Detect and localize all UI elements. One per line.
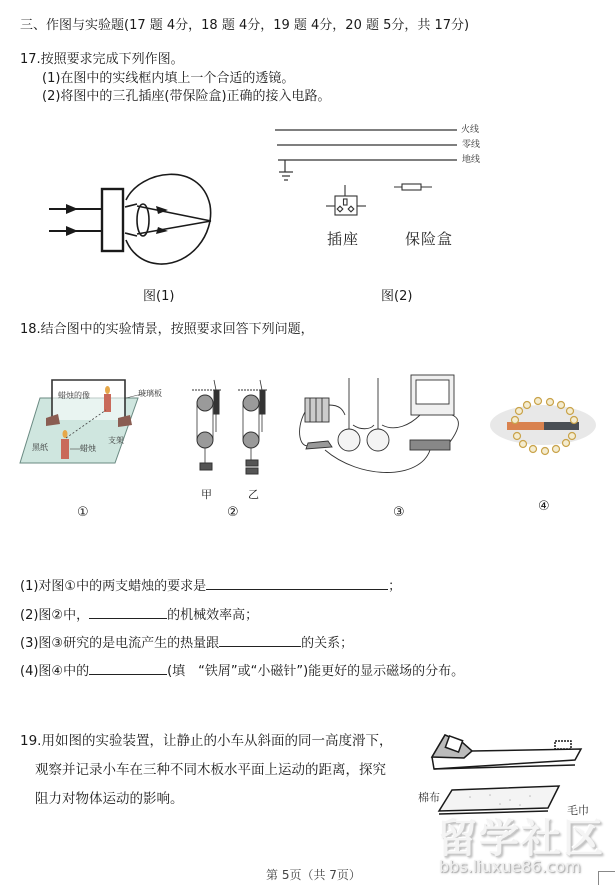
fig-1-label-glass: 玻璃板 (138, 389, 162, 398)
fig-2-number: ② (227, 505, 239, 520)
q19-line-3: 阻力对物体运动的影响。 (35, 791, 184, 807)
socket-label: 插座 (327, 230, 360, 248)
fig-1-label-image: 蜡烛的像 (58, 391, 90, 400)
fig1-caption: 图(1) (143, 289, 175, 304)
watermark-title: 留学社区 (437, 816, 605, 862)
section-heading: 三、作图与实验题(17 题 4分，18 题 4分，19 题 4分，20 题 5分，共 17分) (20, 18, 470, 33)
fig-2-label-left: 甲 (201, 488, 212, 501)
fig2-caption: 图(2) (381, 289, 413, 304)
fig-3-number: ③ (393, 505, 405, 520)
q17-stem: 17.按照要求完成下列作图。 (20, 52, 184, 67)
wire-neutral-label: 零线 (462, 140, 481, 150)
q18-question-2: (2)图②中， 的机械效率高； (20, 608, 259, 623)
q18-question-3: (3)图③研究的是电流产生的热量跟 的关系； (20, 636, 354, 651)
q18-stem: 18.结合图中的实验情景，按照要求回答下列问题， (20, 322, 314, 337)
watermark-url: bbs.liuxue86.com (439, 857, 581, 876)
wire-live-label: 火线 (461, 125, 480, 135)
q17-sub1: (1)在图中的实线框内填上一个合适的透镜。 (42, 71, 295, 86)
page-footer: 第 5页（共 7页） (266, 868, 361, 882)
fuse-label: 保险盒 (405, 230, 454, 248)
q17-sub2: (2)将图中的三孔插座(带保险盒)正确的接入电路。 (42, 89, 331, 104)
towel-label: 毛巾 (567, 804, 589, 817)
q18-question-4: (4)图④中的 (填 “铁屑”或“小磁针”)能更好的显示磁场的分布。 (20, 664, 465, 679)
corner-mark (598, 871, 615, 885)
fig-1-number: ① (77, 505, 89, 520)
fig-2-label-right: 乙 (248, 488, 259, 501)
fig-1-label-paper: 黑纸 (32, 443, 48, 452)
q18-question-1: (1)对图①中的两支蜡烛的要求是 ； (20, 579, 402, 594)
q19-line-1: 19.用如图的实验装置，让静止的小车从斜面的同一高度滑下， (20, 733, 393, 749)
watermark (437, 818, 615, 880)
q19-line-2: 观察并记录小车在三种不同木板水平面上运动的距离，探究 (35, 762, 386, 778)
fig-1-label-candle: 蜡烛 (80, 444, 96, 453)
wire-ground-label: 地线 (462, 155, 481, 165)
cotton-label: 棉布 (418, 791, 440, 804)
fig-1-label-stand: 支架 (108, 436, 124, 445)
fig-4-number: ④ (538, 499, 550, 514)
